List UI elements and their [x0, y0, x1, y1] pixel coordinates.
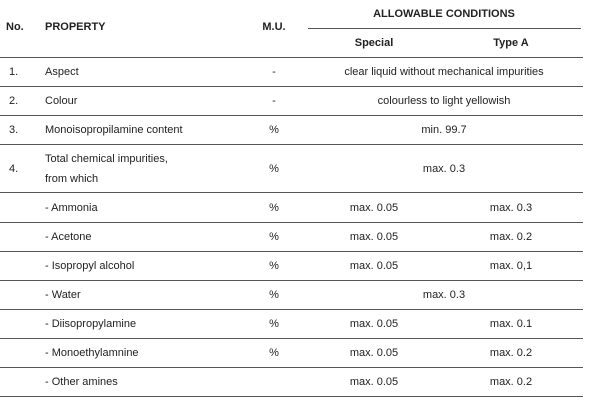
isopropyl-alcohol-property: - Isopropyl alcohol [45, 260, 135, 272]
row-3-value: min. 99.7 [421, 124, 467, 136]
monoethylamnine-type-a: max. 0.2 [489, 347, 533, 359]
row-1-no: 1. [9, 66, 19, 78]
acetone-special: max. 0.05 [349, 231, 399, 243]
header-special: Special [354, 37, 394, 49]
row-divider [0, 367, 583, 368]
row-2-no: 2. [9, 95, 19, 107]
row-1-mu: - [272, 66, 276, 78]
row-divider [0, 115, 583, 116]
diisopropylamine-mu: % [269, 318, 279, 330]
ammonia-mu: % [269, 202, 279, 214]
header-allowable-conditions: ALLOWABLE CONDITIONS [373, 8, 515, 20]
water-value: max. 0.3 [422, 289, 466, 301]
row-3-property: Monoisopropilamine content [45, 124, 183, 136]
monoethylamnine-mu: % [269, 347, 279, 359]
row-divider [0, 338, 583, 339]
row-4-value: max. 0.3 [422, 163, 466, 175]
monoethylamnine-property: - Monoethylamnine [45, 347, 139, 359]
table-bottom-border [0, 396, 583, 397]
water-mu: % [269, 289, 279, 301]
isopropyl-alcohol-special: max. 0.05 [349, 260, 399, 272]
row-divider [0, 86, 583, 87]
row-4-no: 4. [9, 163, 19, 175]
row-divider [0, 192, 583, 193]
diisopropylamine-type-a: max. 0.1 [489, 318, 533, 330]
acetone-property: - Acetone [45, 231, 92, 243]
other-amines-type-a: max. 0.2 [489, 376, 533, 388]
row-2-property: Colour [45, 95, 78, 107]
diisopropylamine-special: max. 0.05 [349, 318, 399, 330]
diisopropylamine-property: - Diisopropylamine [45, 318, 137, 330]
header-mu: M.U. [262, 21, 286, 33]
row-1-property: Aspect [45, 66, 79, 78]
acetone-type-a: max. 0.2 [489, 231, 533, 243]
ammonia-property: - Ammonia [45, 202, 98, 214]
water-property: - Water [45, 289, 81, 301]
ammonia-special: max. 0.05 [349, 202, 399, 214]
row-divider [0, 251, 583, 252]
row-4-mu: % [269, 163, 279, 175]
monoethylamnine-special: max. 0.05 [349, 347, 399, 359]
row-4-property-line1: Total chemical impurities, [45, 153, 168, 165]
other-amines-property: - Other amines [45, 376, 118, 388]
row-divider [0, 309, 583, 310]
header-property: PROPERTY [45, 21, 106, 33]
row-divider [0, 144, 583, 145]
row-3-mu: % [269, 124, 279, 136]
row-divider [0, 280, 583, 281]
isopropyl-alcohol-type-a: max. 0,1 [489, 260, 533, 272]
header-type-a: Type A [493, 37, 529, 49]
header-subdivider [308, 28, 581, 29]
row-2-value: colourless to light yellowish [377, 95, 511, 107]
other-amines-special: max. 0.05 [349, 376, 399, 388]
header-no: No. [6, 21, 24, 33]
row-1-value: clear liquid without mechanical impurities [344, 66, 544, 78]
row-3-no: 3. [9, 124, 19, 136]
acetone-mu: % [269, 231, 279, 243]
row-2-mu: - [272, 95, 276, 107]
row-divider [0, 222, 583, 223]
row-4-property-line2: from which [45, 173, 99, 185]
ammonia-type-a: max. 0.3 [489, 202, 533, 214]
header-divider [0, 57, 583, 58]
isopropyl-alcohol-mu: % [269, 260, 279, 272]
